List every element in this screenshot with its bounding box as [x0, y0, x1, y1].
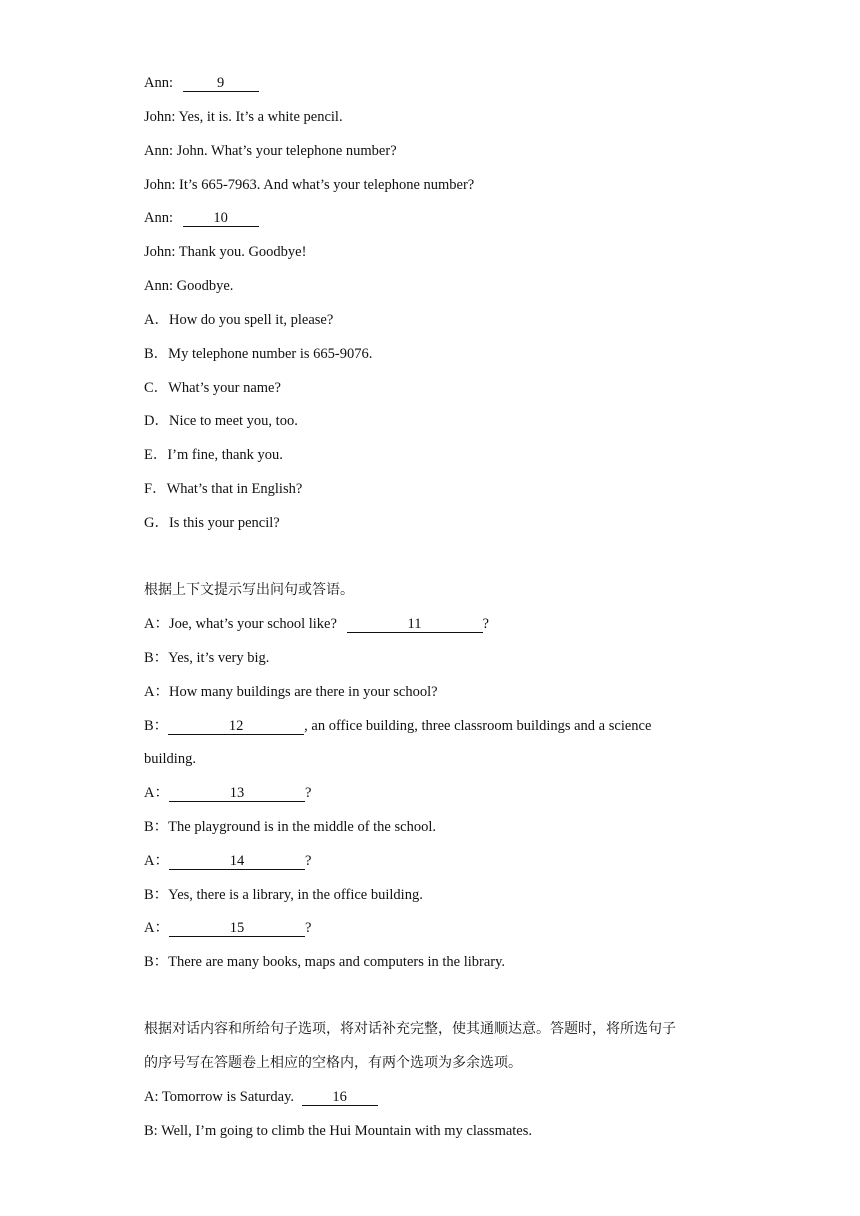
option-a: A．How do you spell it, please? — [144, 312, 334, 328]
line-prefix: A： — [144, 785, 169, 801]
dialog-line: B：There are many books, maps and computers in the library. — [144, 954, 506, 970]
option-g: G．Is this your pencil? — [144, 515, 280, 531]
section-3-instruction-line-2: 的序号写在答题卷上相应的空格内，有两个选项为多余选项。 — [144, 1055, 522, 1071]
answer-blank-9[interactable]: 9 — [183, 75, 259, 92]
line-suffix: , an office building, three classroom buildings and a science — [304, 718, 652, 734]
option-f: F．What’s that in English? — [144, 481, 303, 497]
answer-blank-13[interactable]: 13 — [169, 785, 305, 802]
dialog-line-q15 — [144, 918, 311, 938]
line-prefix: A： — [144, 920, 169, 936]
dialog-line: B：The playground is in the middle of the school. — [144, 819, 436, 835]
dialog-line: John: Yes, it is. It’s a white pencil. — [144, 109, 343, 125]
answer-blank-12[interactable]: 12 — [168, 718, 304, 735]
line-prefix: A：Joe, what’s your school like? — [144, 616, 341, 632]
dialog-line-q11 — [144, 614, 489, 634]
dialog-line: B: Well, I’m going to climb the Hui Mountain with my classmates. — [144, 1123, 533, 1139]
dialog-line: A：How many buildings are there in your school? — [144, 684, 438, 700]
dialog-line-ann-10 — [144, 208, 259, 228]
line-suffix: ? — [304, 920, 312, 936]
answer-blank-11[interactable]: 11 — [347, 616, 483, 633]
dialog-line-q14 — [144, 851, 311, 871]
dialog-line-q16 — [144, 1087, 378, 1107]
dialog-line: Ann: John. What’s your telephone number? — [144, 143, 397, 159]
answer-blank-14[interactable]: 14 — [169, 853, 305, 870]
dialog-line: B：Yes, it’s very big. — [144, 650, 270, 666]
dialog-line-continuation: building. — [144, 751, 196, 767]
speaker-label: Ann: — [144, 210, 173, 226]
dialog-line: B：Yes, there is a library, in the office building. — [144, 887, 423, 903]
section-3-instruction-line-1: 根据对话内容和所给句子选项，将对话补充完整，使其通顺达意。答题时，将所选句子 — [144, 1021, 676, 1037]
speaker-label: Ann: — [144, 75, 173, 91]
line-prefix: A： — [144, 853, 169, 869]
line-suffix: ? — [304, 853, 312, 869]
section-2-instruction: 根据上下文提示写出问句或答语。 — [144, 582, 354, 598]
option-c: C．What’s your name? — [144, 380, 281, 396]
dialog-line-q13 — [144, 783, 311, 803]
line-suffix: ? — [482, 616, 489, 632]
answer-blank-16[interactable]: 16 — [302, 1089, 378, 1106]
dialog-line-q12 — [144, 716, 651, 736]
dialog-line: John: It’s 665-7963. And what’s your telephone number? — [144, 177, 475, 193]
dialog-line: John: Thank you. Goodbye! — [144, 244, 307, 260]
option-e: E．I’m fine, thank you. — [144, 447, 283, 463]
dialog-line: Ann: Goodbye. — [144, 278, 234, 294]
line-prefix: B： — [144, 718, 169, 734]
option-d: D．Nice to meet you, too. — [144, 413, 298, 429]
option-b: B．My telephone number is 665-9076. — [144, 346, 373, 362]
answer-blank-15[interactable]: 15 — [169, 920, 305, 937]
line-prefix: A: Tomorrow is Saturday. — [144, 1089, 298, 1105]
answer-blank-10[interactable]: 10 — [183, 210, 259, 227]
dialog-line-ann-9 — [144, 73, 259, 93]
line-suffix: ? — [304, 785, 312, 801]
